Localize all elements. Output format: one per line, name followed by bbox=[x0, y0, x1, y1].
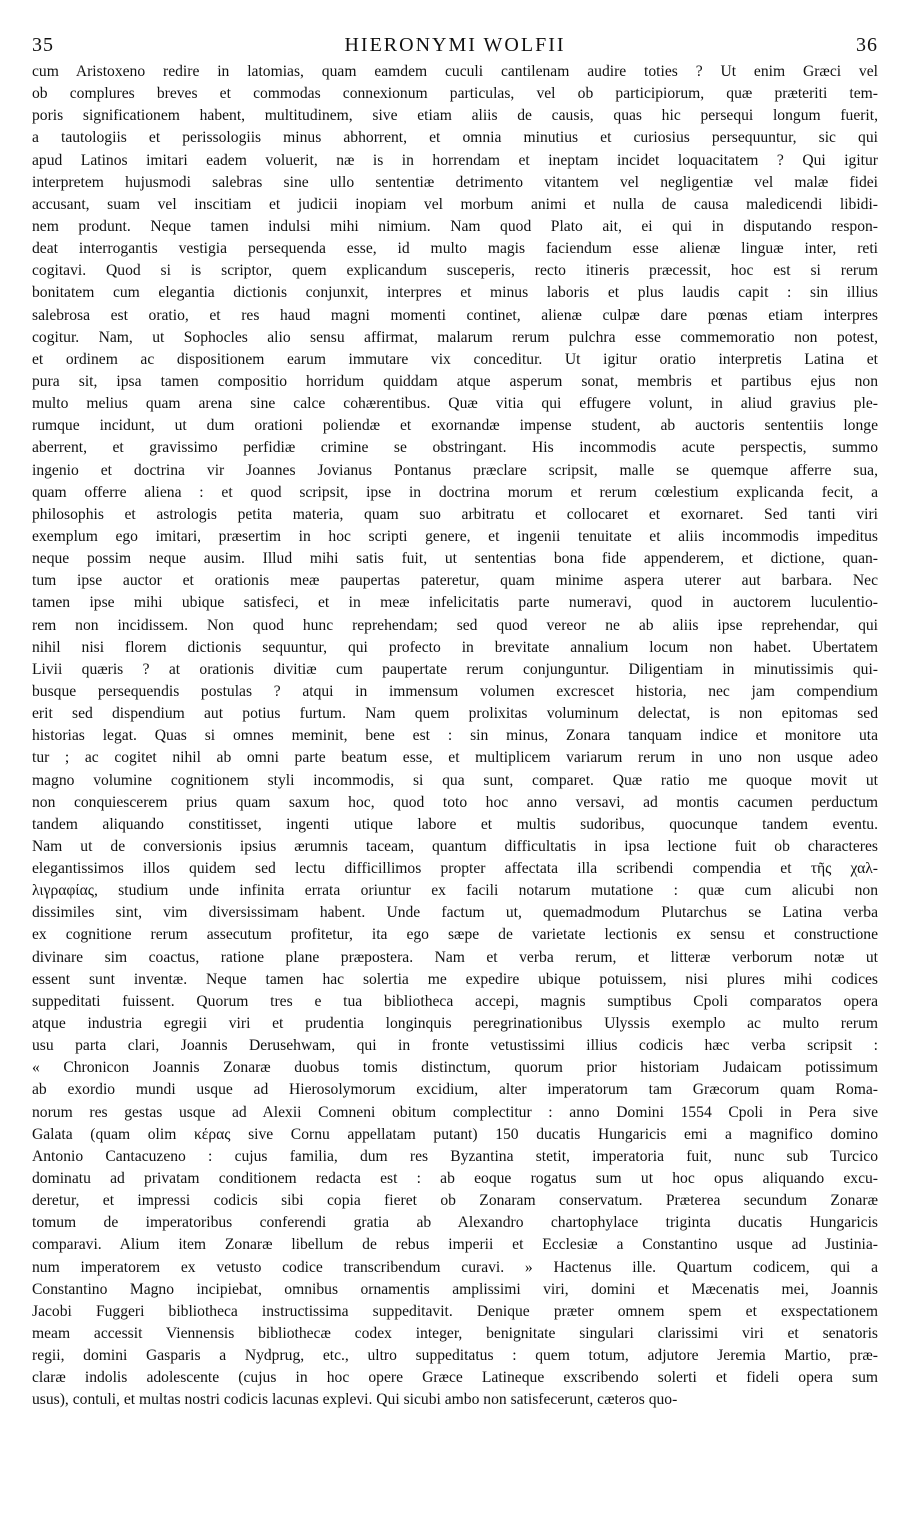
text-line: erit sed dispendium aut potius furtum. Nam quem prolixitas voluminum delectat, is non epitomas sed bbox=[32, 705, 878, 723]
text-line: aberrent, et gravissimo perfidiæ crimine se obstringant. His incommodis acute perspectis, summo bbox=[32, 439, 878, 457]
text-line: deat interrogantis vestigia persequenda esse, id multo magis faciendum esse alienæ linguæ inter, reti bbox=[32, 240, 878, 258]
text-line: Constantino Magno incipiebat, omnibus ornamentis amplissimi viri, domini et Mæcenatis mei, Joannis bbox=[32, 1280, 878, 1298]
text-line: essent sunt inventæ. Neque tamen hac solertia me expedire ubique potuissem, nisi plures mihi codices bbox=[32, 970, 878, 988]
text-line: exemplum ego imitari, præsertim in hoc scripti genere, et ingenii tenuitate et aliis incommodis impeditus bbox=[32, 527, 878, 545]
text-line: num imperatorem ex vetusto codice transcribendum curavi. » Hactenus ille. Quartum codicem, qui a bbox=[32, 1258, 878, 1276]
text-line: a tautologiis et perissologiis minus abhorrent, et omnia minutius et curiosius persequuntur, sic qui bbox=[32, 129, 878, 147]
text-line: rumque incidunt, ut dum orationi poliendæ et exornandæ impense student, ab auctoris sententiis longe bbox=[32, 417, 878, 435]
text-line: Livii quæris ? at orationis divitiæ cum paupertate rerum conjunguntur. Diligentiam in minutissimis qui- bbox=[32, 660, 878, 678]
text-line: norum res gestas usque ad Alexii Comneni obitum complectitur : anno Domini 1554 Cpoli in Pera sive bbox=[32, 1103, 878, 1121]
text-line: pura sit, ipsa tamen compositio horridum quiddam atque asperum sonat, membris et partibus ejus non bbox=[32, 372, 878, 390]
running-title: HIERONYMI WOLFII bbox=[344, 34, 566, 56]
text-line: dominatu ad privatam conditionem redacta est : ab eoque rogatus sum ut hoc opus aliquando excu- bbox=[32, 1170, 878, 1188]
text-line: suppeditati fuissent. Quorum tres e tua bibliotheca accepi, magnis sumptibus Cpoli comparatos opera bbox=[32, 992, 878, 1010]
text-line: Galata (quam olim κέρας sive Cornu appellatam putant) 150 ducatis Hungaricis emi a magnifico domino bbox=[32, 1125, 878, 1143]
text-line: claræ indolis adolescente (cujus in hoc opere Græce Latineque exscribendo solerti et fideli opera sum bbox=[32, 1369, 878, 1387]
text-line: poris significationem habent, multitudinem, sive etiam aliis de causis, quas hic persequi longum fuerit, bbox=[32, 107, 878, 125]
text-line: elegantissimos illos quidem sed lectu difficillimos propter affectata illa scribendi compendia et τῆς χαλ- bbox=[32, 860, 878, 878]
text-line: tum ipse auctor et orationis meæ paupertas pateretur, quam minime aspera uterer aut barbara. Nec bbox=[32, 572, 878, 590]
page-number-left: 35 bbox=[32, 34, 54, 56]
text-line: ob complures breves et commodas connexionum particulas, vel ob participiorum, quæ præteriti tem- bbox=[32, 85, 878, 103]
text-line: regii, domini Gasparis a Nydprug, etc., ultro suppeditatus : quem totum, adjutore Jeremia Martio, præ- bbox=[32, 1347, 878, 1365]
text-line: ex cognitione rerum assecutum profitetur, ita ego sæpe de varietate lectionis ex sensu et constructione bbox=[32, 926, 878, 944]
text-line: cogitur. Nam, ut Sophocles alio sensu affirmat, malarum rerum pulchra esse commemoratio non potest, bbox=[32, 328, 878, 346]
text-line: salebrosa est oratio, et res haud magni momenti continet, alienæ culpæ dare pœnas etiam interpres bbox=[32, 306, 878, 324]
text-line: tomum de imperatoribus conferendi gratia ab Alexandro chartophylace triginta ducatis Hungaricis bbox=[32, 1214, 878, 1232]
text-line: tamen ipse mihi ubique satisfeci, et in meæ infelicitatis parte numeravi, quod in auctorem luculentio- bbox=[32, 594, 878, 612]
running-header bbox=[32, 34, 878, 57]
text-line: dissimiles sint, vim diversissimam habent. Unde factum ut, quemadmodum Plutarchus se Latina verba bbox=[32, 904, 878, 922]
page-number-right: 36 bbox=[856, 34, 878, 56]
page bbox=[32, 34, 878, 1412]
text-line: accusant, suam vel inscitiam et judicii inopiam vel morbum animi et nulla de causa maledicendi libidi- bbox=[32, 195, 878, 213]
text-line: cogitavi. Quod si is scriptor, quem explicandum susceperis, recto itineris præcessit, hoc est si rerum bbox=[32, 262, 878, 280]
text-line: comparavi. Alium item Zonaræ libellum de rebus imperii et Ecclesiæ a Constantino usque ad Justinia- bbox=[32, 1236, 878, 1254]
text-line: rem non incidissem. Non quod hunc reprehendam; sed quod vereor ne ab aliis ipse reprehendar, qui bbox=[32, 616, 878, 634]
text-line: cum Aristoxeno redire in latomias, quam eamdem cuculi cantilenam audire toties ? Ut enim Græci vel bbox=[32, 63, 878, 80]
text-line: tandem aliquando constitisset, ingenti utique labore et multis sudoribus, quocunque tandem eventu. bbox=[32, 815, 878, 833]
text-line: divinare sim coactus, ratione plane præpostera. Nam et verba rerum, et litteræ verborum notæ ut bbox=[32, 948, 878, 966]
text-line: philosophis et astrologis petita materia, quam suo arbitratu et collocaret et exornaret. Sed tanti viri bbox=[32, 505, 878, 523]
text-line: deretur, et impressi codicis sibi copia fieret ob Zonaram conservatum. Præterea secundum Zonaræ bbox=[32, 1192, 878, 1210]
text-line: interpretem hujusmodi salebras sine ullo sententiæ detrimento vitantem vel negligentiæ vel malæ fidei bbox=[32, 173, 878, 191]
text-line: Antonio Cantacuzeno : cujus familia, dum res Byzantina stetit, imperatoria fuit, nunc sub Turcico bbox=[32, 1147, 878, 1165]
text-line: bonitatem cum elegantia dictionis conjunxit, interpres et minus laboris et plus laudis capit : sin illius bbox=[32, 284, 878, 302]
text-line: tur ; ac cogitet nihil ab omni parte beatum esse, et multiplicem variarum rerum in uno non usque adeo bbox=[32, 749, 878, 767]
text-line: nihil nisi florem dictionis sequuntur, qui profecto in brevitate annalium locum non habet. Ubertatem bbox=[32, 638, 878, 656]
text-line: magno volumine cognitionem styli incommodis, si qua sunt, comparet. Quæ ratio me quoque movit ut bbox=[32, 771, 878, 789]
text-line: meam accessit Viennensis bibliothecæ codex integer, benignitate singulari clarissimi viri et senatoris bbox=[32, 1325, 878, 1343]
text-line: ingenio et doctrina vir Joannes Jovianus Pontanus præclare scripsit, malle se quemque afferre sua, bbox=[32, 461, 878, 479]
text-line: atque industria egregii viri et prudentia longinquis peregrinationibus Ulyssis exemplo ac multo rerum bbox=[32, 1015, 878, 1033]
text-line: Jacobi Fuggeri bibliotheca instructissima suppeditavit. Denique præter omnem spem et exspectationem bbox=[32, 1302, 878, 1320]
text-line: apud Latinos imitari eadem voluerit, næ is in horrendam et ineptam incidet loquacitatem ? Qui igitur bbox=[32, 151, 878, 169]
text-line: Nam ut de conversionis ipsius ærumnis taceam, quantum difficultatis in ipsa lectione fuit ob characteres bbox=[32, 837, 878, 855]
text-line: usus), contuli, et multas nostri codicis lacunas explevi. Qui sicubi ambo non satisfecerunt, cæteros quo- bbox=[32, 1391, 678, 1409]
text-line: non conquiescerem prius quam saxum hoc, quod toto hoc anno versavi, ad montis cacumen perductum bbox=[32, 793, 878, 811]
text-line: et ordinem ac dispositionem earum immutare vix conceditur. Ut igitur oratio interpretis Latina et bbox=[32, 350, 878, 368]
text-line: quam offerre aliena : et quod scripsit, ipse in doctrina morum et rerum cœlestium explicanda fecit, a bbox=[32, 483, 878, 501]
body-text bbox=[32, 61, 878, 1412]
text-line: « Chronicon Joannis Zonaræ duobus tomis distinctum, quorum prior historiam Judaicam potissimum bbox=[32, 1059, 878, 1077]
text-line: usu parta clari, Joannis Derusehwam, qui in fronte vetustissimi illius codicis hæc verba scripsit : bbox=[32, 1037, 878, 1055]
text-line: multo melius quam arena sine calce cohærentibus. Quæ vitia qui effugere volunt, in aliud gravius ple- bbox=[32, 395, 878, 413]
text-line: neque possim neque ausim. Illud mihi satis fuit, ut sententias bona fide appenderem, et dictione, quan- bbox=[32, 550, 878, 568]
text-line: nem produnt. Neque tamen indulsi mihi nimium. Nam quod Plato ait, ei qui in disputando respon- bbox=[32, 217, 878, 235]
text-line: λιγραφίας, studium unde infinita errata oriuntur ex facili notarum mutatione : quæ cum alicubi non bbox=[32, 882, 878, 900]
text-line: historias legat. Quas si omnes meminit, bene est : sin minus, Zonara tanquam indice et monitore uta bbox=[32, 727, 878, 745]
text-line: ab exordio mundi usque ad Hierosolymorum excidium, alter imperatorum tam Græcorum quam Roma- bbox=[32, 1081, 878, 1099]
text-line: busque persequendis postulas ? atqui in immensum volumen excrescet historia, nec jam compendium bbox=[32, 682, 878, 700]
